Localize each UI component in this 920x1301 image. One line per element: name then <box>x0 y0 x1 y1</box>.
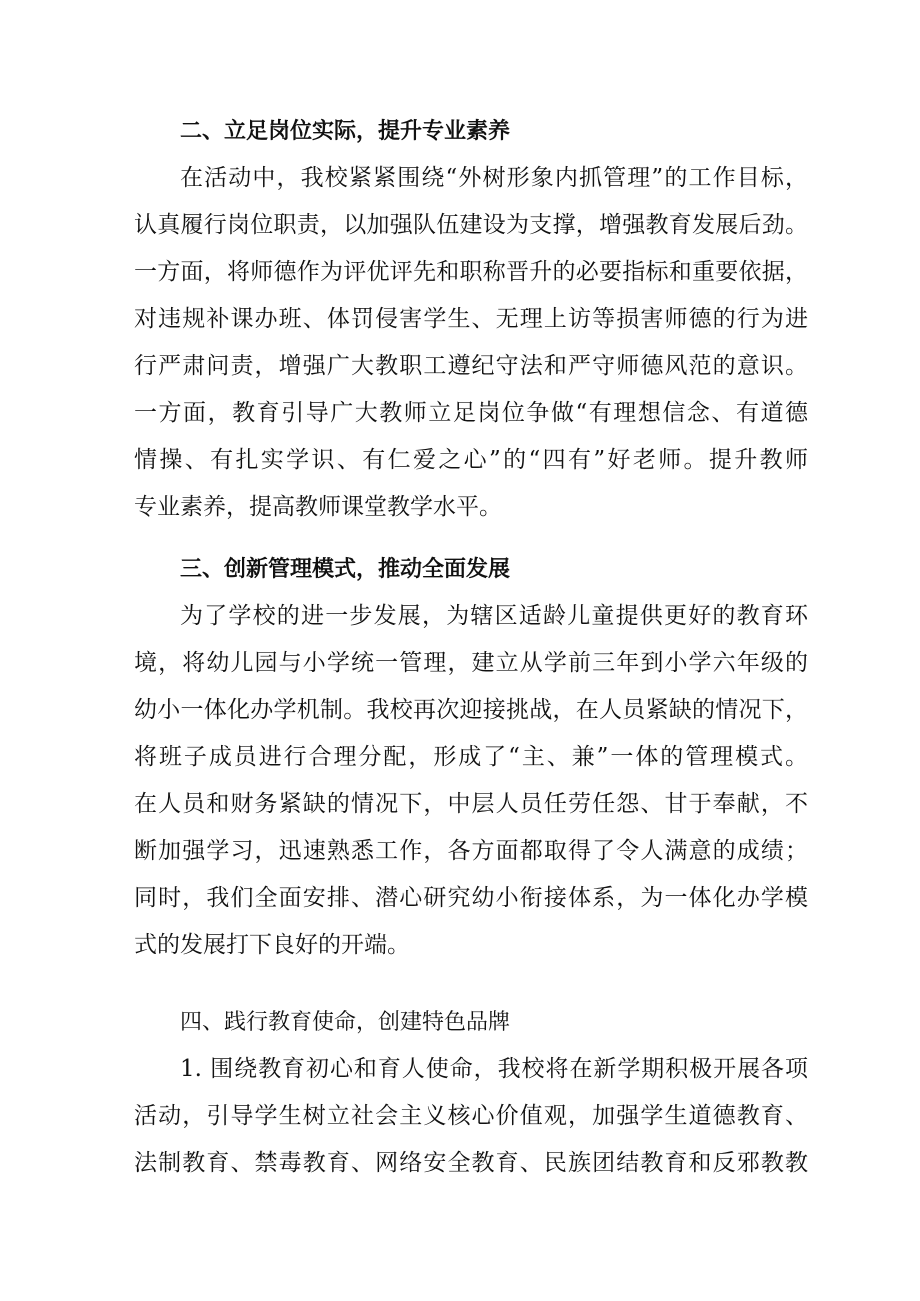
section-heading: 四、践行教育使命，创建特色品牌 <box>180 1010 511 1035</box>
text-line: 同时，我们全面安排、潜心研究幼小衔接体系，为一体化办学模 <box>134 885 808 911</box>
section-heading: 二、立足岗位实际，提升专业素养 <box>180 119 511 144</box>
text-line: 专业素养，提高教师课堂教学水平。 <box>134 494 502 520</box>
text-line: 境，将幼儿园与小学统一管理，建立从学前三年到小学六年级的 <box>134 650 808 676</box>
text-line: 行严肃问责，增强广大教职工遵纪守法和严守师德风范的意识。 <box>134 353 808 379</box>
section-heading: 三、创新管理模式，推动全面发展 <box>180 557 511 582</box>
text-line: 幼小一体化办学机制。我校再次迎接挑战，在人员紧缺的情况下， <box>134 697 808 723</box>
text-line: 活动，引导学生树立社会主义核心价值观，加强学生道德教育、 <box>134 1103 808 1129</box>
section-4 <box>134 999 808 1187</box>
text-line: 在人员和财务紧缺的情况下，中层人员任劳任怨、甘于奉献，不 <box>134 791 808 817</box>
text-line: 在活动中，我校紧紧围绕“外树形象内抓管理”的工作目标， <box>180 165 808 191</box>
text-line: 一方面，将师德作为评优评先和职称晋升的必要指标和重要依据， <box>134 259 808 285</box>
section-3 <box>134 546 808 969</box>
text-line: 为了学校的进一步发展，为辖区适龄儿童提供更好的教育环 <box>180 603 808 629</box>
text-line: 认真履行岗位职责，以加强队伍建设为支撑，增强教育发展后劲。 <box>134 212 808 238</box>
text-line: 式的发展打下良好的开端。 <box>134 932 410 958</box>
text-line: 1. 围绕教育初心和育人使命，我校将在新学期积极开展各项 <box>180 1056 808 1082</box>
text-line: 断加强学习，迅速熟悉工作，各方面都取得了令人满意的成绩； <box>134 838 808 864</box>
text-line: 一方面，教育引导广大教师立足岗位争做“有理想信念、有道德 <box>134 400 808 426</box>
text-line: 对违规补课办班、体罚侵害学生、无理上访等损害师德的行为进 <box>134 306 808 332</box>
text-line: 法制教育、禁毒教育、网络安全教育、民族团结教育和反邪教教 <box>134 1150 808 1176</box>
section-2 <box>134 108 808 531</box>
text-line: 将班子成员进行合理分配，形成了“主、兼”一体的管理模式。 <box>134 744 808 770</box>
text-line: 情操、有扎实学识、有仁爱之心”的“四有”好老师。提升教师 <box>134 447 808 473</box>
